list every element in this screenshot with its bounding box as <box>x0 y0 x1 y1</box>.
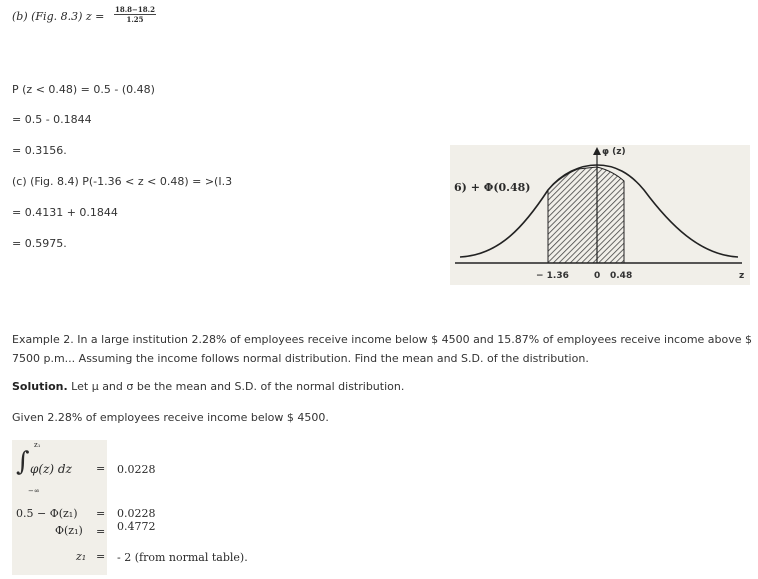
lower-limit: −∞ <box>28 487 40 495</box>
eq3-lhs: Φ(z₁) <box>55 524 83 537</box>
shaded-area <box>548 167 624 263</box>
line-subtraction: = 0.5 - 0.1844 <box>12 113 92 126</box>
eq1-equals: = <box>96 462 106 475</box>
eq2-equals: = <box>96 507 106 520</box>
tick-label-zero: 0 <box>594 271 601 281</box>
integral-sign-icon: ∫ <box>16 447 30 477</box>
solution-text: Let μ and σ be the mean and S.D. of the normal distribution. <box>67 380 405 393</box>
given-statement: Given 2.28% of employees receive income below $ 4500. <box>12 411 329 424</box>
example-2 <box>12 330 752 368</box>
fraction-denominator: 1.25 <box>126 15 144 24</box>
figure-formula: 6) + Φ(0.48) <box>454 181 531 194</box>
integrand: φ(z) dz <box>30 462 72 476</box>
eq2-lhs: 0.5 − Φ(z₁) <box>16 507 78 520</box>
part-b-label: (b) (Fig. 8.3) z = <box>12 10 105 23</box>
upper-limit: z₁ <box>34 441 41 449</box>
tick-label-048: 0.48 <box>610 271 633 281</box>
tick-label-minus-136: − 1.36 <box>536 271 569 281</box>
fraction <box>114 5 156 25</box>
eq2-value: 0.0228 <box>117 507 156 520</box>
normal-curve-figure <box>450 145 750 285</box>
eq4-equals: = <box>96 550 106 563</box>
line-p-z: P (z < 0.48) = 0.5 - (0.48) <box>12 83 155 96</box>
phi-axis-arrow <box>593 147 601 155</box>
z-axis-label: z <box>739 271 745 281</box>
eq3-value: 0.4772 <box>117 520 156 533</box>
eq3-equals: = <box>96 525 106 538</box>
line-addition: = 0.4131 + 0.1844 <box>12 206 118 219</box>
solution <box>12 380 404 393</box>
eq1-value: 0.0228 <box>117 463 156 476</box>
eq4-value: - 2 (from normal table). <box>117 551 248 564</box>
fraction-numerator: 18.8−18.2 <box>115 5 155 14</box>
example-2-line2: 7500 p.m... Assuming the income follows normal distribution. Find the mean and S.D. of the distribution. <box>12 352 589 365</box>
eq4-lhs: z₁ <box>76 550 87 563</box>
line-part-c: (c) (Fig. 8.4) P(-1.36 < z < 0.48) = >(I.3 <box>12 175 233 188</box>
example-2-line1: Example 2. In a large institution 2.28% of employees receive income below $ 4500 and 15.87% of employees receive income above $ <box>12 333 753 346</box>
line-result-c: = 0.5975. <box>12 237 67 250</box>
solution-label: Solution. <box>12 380 68 393</box>
phi-axis-label: φ (z) <box>602 147 626 157</box>
normal-curve-svg <box>450 145 750 285</box>
line-result-b: = 0.3156. <box>12 144 67 157</box>
